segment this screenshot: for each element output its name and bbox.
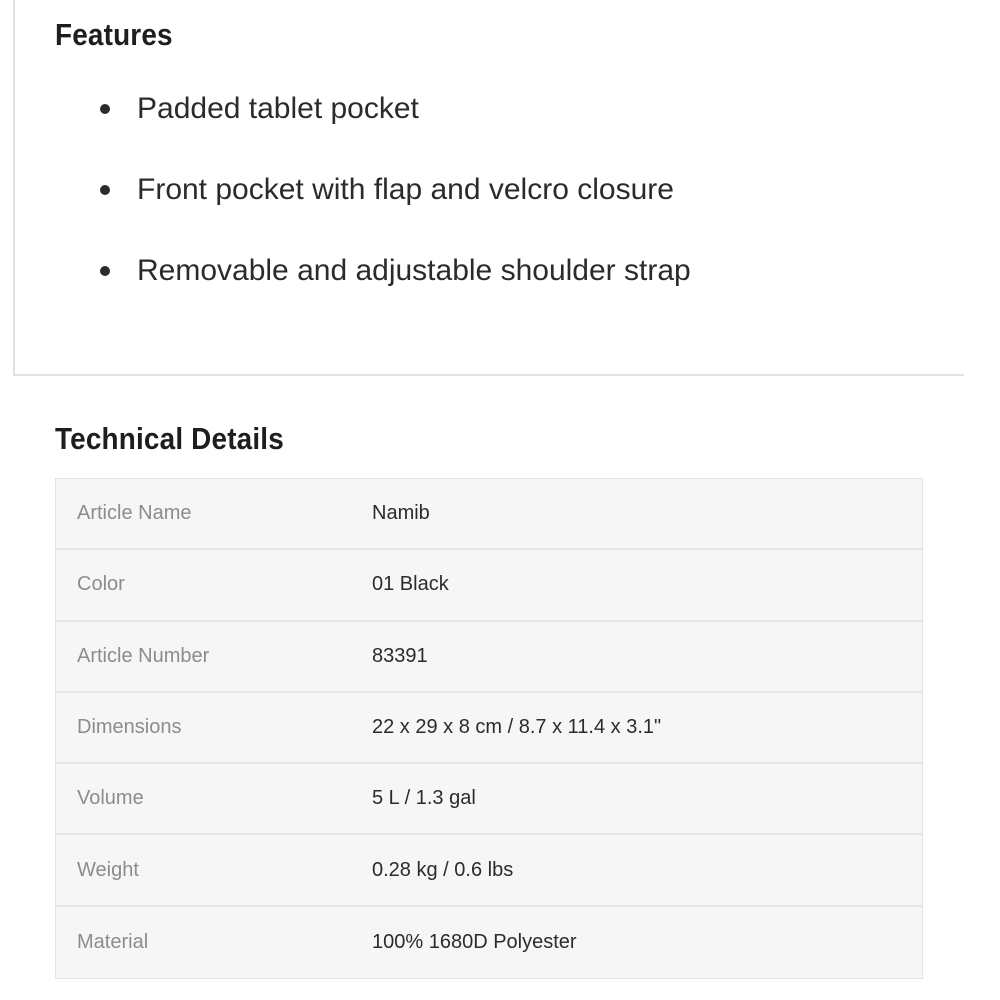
specs-table bbox=[55, 478, 923, 979]
spec-value: 100% 1680D Polyester bbox=[372, 930, 577, 953]
spec-label: Dimensions bbox=[77, 716, 182, 739]
spec-value: 5 L / 1.3 gal bbox=[372, 787, 476, 810]
spec-label: Material bbox=[77, 930, 149, 953]
feature-text: Front pocket with flap and velcro closure bbox=[137, 173, 674, 206]
technical-details-heading: Technical Details bbox=[55, 421, 284, 456]
spec-label: Article Name bbox=[77, 502, 192, 525]
spec-value: Namib bbox=[372, 502, 430, 525]
bullet-icon bbox=[100, 266, 110, 276]
spec-label: Article Number bbox=[77, 644, 210, 667]
spec-label: Color bbox=[77, 573, 125, 596]
section-divider bbox=[13, 374, 964, 376]
feature-text: Removable and adjustable shoulder strap bbox=[137, 254, 691, 287]
feature-item bbox=[100, 86, 691, 167]
feature-item bbox=[100, 248, 691, 329]
table-row bbox=[56, 764, 922, 835]
table-row bbox=[56, 693, 922, 764]
bullet-icon bbox=[100, 185, 110, 195]
spec-value: 83391 bbox=[372, 644, 428, 667]
spec-label: Weight bbox=[77, 858, 139, 881]
features-heading: Features bbox=[55, 17, 173, 52]
table-row bbox=[56, 622, 922, 693]
table-row bbox=[56, 479, 922, 550]
spec-label: Volume bbox=[77, 787, 144, 810]
table-row bbox=[56, 835, 922, 906]
table-row bbox=[56, 907, 922, 978]
left-border bbox=[13, 0, 15, 376]
table-row bbox=[56, 550, 922, 621]
spec-value: 0.28 kg / 0.6 lbs bbox=[372, 858, 514, 881]
spec-value: 22 x 29 x 8 cm / 8.7 x 11.4 x 3.1" bbox=[372, 716, 662, 739]
feature-text: Padded tablet pocket bbox=[137, 92, 419, 125]
spec-value: 01 Black bbox=[372, 573, 449, 596]
feature-item bbox=[100, 167, 691, 248]
features-list bbox=[100, 86, 691, 329]
bullet-icon bbox=[100, 104, 110, 114]
